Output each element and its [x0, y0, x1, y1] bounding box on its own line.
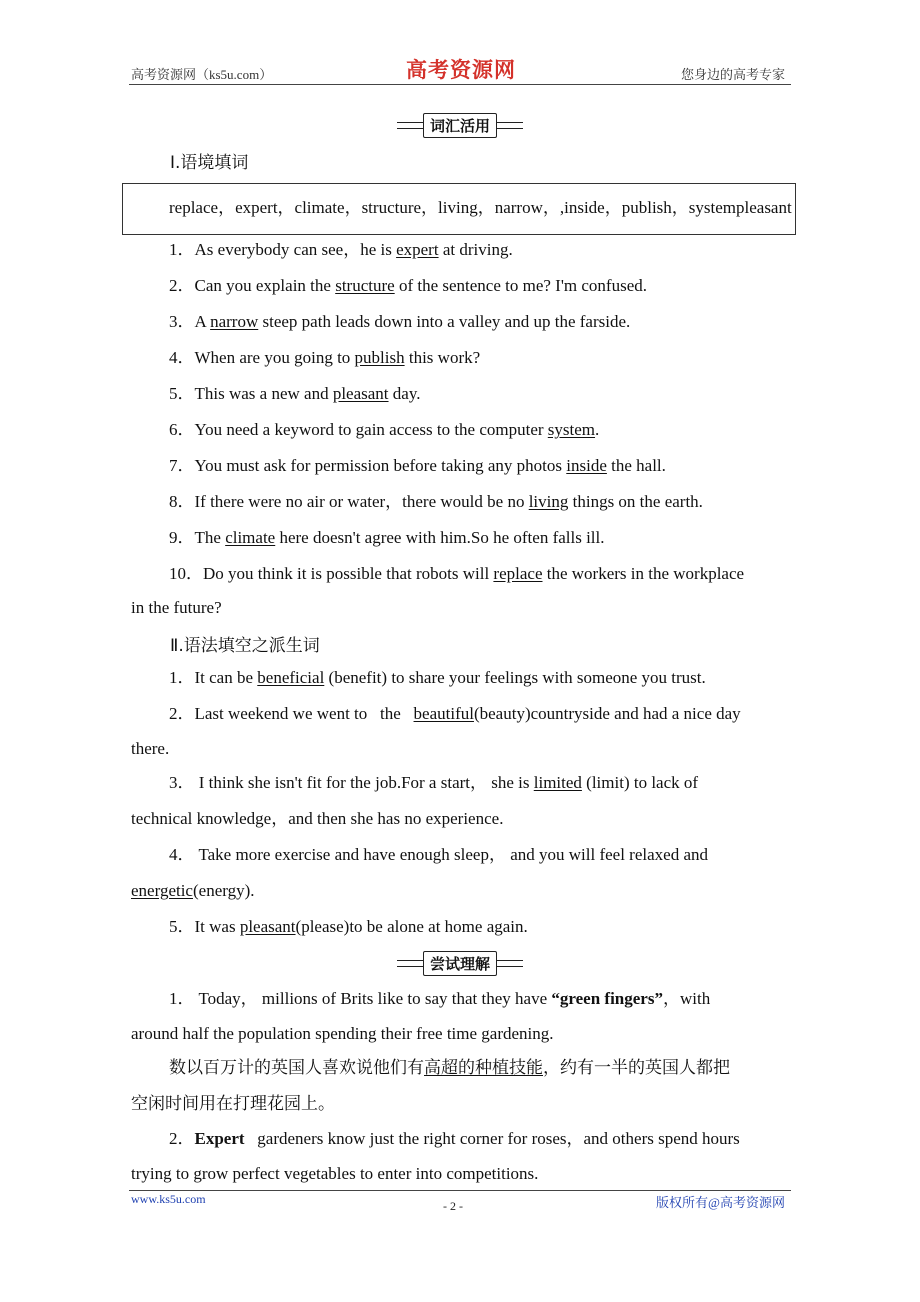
banner-title: 词汇活用 — [423, 113, 497, 138]
answer-blank: beneficial — [257, 668, 325, 687]
answer-blank: replace — [493, 564, 543, 583]
answer-blank: energetic — [131, 881, 193, 900]
header-logo[interactable]: 高考资源网 — [406, 58, 516, 82]
exercise-item-continuation: technical knowledge，and then she has no experience. — [131, 809, 504, 828]
answer-blank: inside — [566, 456, 607, 475]
footer-divider — [129, 1190, 791, 1191]
header-site-name: 高考资源网（ks5u.com） — [131, 67, 273, 82]
exercise-item: 4．When are you going to publish this work? — [169, 348, 481, 367]
answer-blank: expert — [396, 240, 439, 259]
reading-sentence-continuation: around half the population spending their free time gardening. — [131, 1024, 554, 1043]
reading-sentence: 1． Today， millions of Brits like to say that they have “green fingers”，with — [169, 989, 711, 1008]
answer-blank: system — [547, 420, 596, 439]
answer-blank: pleasant — [332, 384, 389, 403]
answer-blank: limited — [533, 773, 582, 792]
footer-site-link[interactable]: www.ks5u.com — [131, 1192, 206, 1206]
key-word: Expert — [194, 1129, 245, 1148]
page-number: - 2 - — [443, 1199, 463, 1213]
exercise-item: 6．You need a keyword to gain access to the computer system. — [169, 420, 600, 439]
answer-blank: structure — [335, 276, 395, 295]
exercise-item: 8．If there were no air or water，there would be no living things on the earth. — [169, 492, 703, 511]
part1-heading: Ⅰ.语境填词 — [170, 153, 249, 173]
answer-blank: publish — [354, 348, 405, 367]
answer-blank: living — [528, 492, 569, 511]
exercise-item: 5．This was a new and pleasant day. — [169, 384, 421, 403]
part2-heading: Ⅱ.语法填空之派生词 — [170, 636, 320, 656]
exercise-item-continuation: energetic(energy). — [131, 881, 255, 900]
answer-blank: climate — [225, 528, 276, 547]
exercise-item: 9．The climate here doesn't agree with him.So he often falls ill. — [169, 528, 605, 547]
answer-blank: pleasant — [239, 917, 296, 936]
translation-highlight: 高超的种植技能 — [424, 1058, 543, 1078]
exercise-item: 3．A narrow steep path leads down into a valley and up the farside. — [169, 312, 631, 331]
translation-sentence: 数以百万计的英国人喜欢说他们有高超的种植技能，约有一半的英国人都把 — [169, 1058, 730, 1078]
answer-blank: narrow — [210, 312, 259, 331]
section-banner-comprehension — [0, 951, 920, 975]
exercise-item: 1．It can be beneficial (benefit) to share your feelings with someone you trust. — [169, 668, 706, 687]
exercise-item: 2．Can you explain the structure of the sentence to me? I'm confused. — [169, 276, 647, 295]
exercise-item: 2．Last weekend we went to the beautiful(beauty)countryside and had a nice day — [169, 704, 741, 723]
section-banner-vocab — [0, 113, 920, 137]
exercise-item-continuation: there. — [131, 739, 170, 758]
header-divider — [129, 84, 791, 85]
word-bank-text: replace，expert，climate，structure，living，narrow，,inside，publish，systempleasant — [169, 198, 792, 217]
reading-sentence: 2．Expert gardeners know just the right corner for roses，and others spend hours — [169, 1129, 740, 1148]
footer-copyright: 版权所有@高考资源网 — [656, 1195, 785, 1210]
banner-left-ornament — [397, 960, 423, 967]
exercise-item: 10．Do you think it is possible that robots will replace the workers in the workplace — [169, 564, 745, 583]
banner-right-ornament — [497, 960, 523, 967]
translation-continuation: 空闲时间用在打理花园上。 — [131, 1094, 335, 1114]
exercise-item: 7．You must ask for permission before taking any photos inside the hall. — [169, 456, 666, 475]
banner-right-ornament — [497, 122, 523, 129]
exercise-item: 3． I think she isn't fit for the job.For a start， she is limited (limit) to lack of — [169, 773, 699, 792]
header-slogan: 您身边的高考专家 — [680, 67, 785, 82]
key-phrase: “green fingers” — [551, 989, 663, 1008]
answer-blank: beautiful — [413, 704, 474, 723]
reading-sentence-continuation: trying to grow perfect vegetables to enter into competitions. — [131, 1164, 539, 1183]
exercise-item: 1．As everybody can see，he is expert at driving. — [169, 240, 513, 259]
banner-left-ornament — [397, 122, 423, 129]
exercise-item: 4． Take more exercise and have enough sleep， and you will feel relaxed and — [169, 845, 708, 864]
banner-title: 尝试理解 — [423, 951, 497, 976]
exercise-item: 5．It was pleasant(please)to be alone at home again. — [169, 917, 528, 936]
exercise-item-continuation: in the future? — [131, 598, 222, 617]
